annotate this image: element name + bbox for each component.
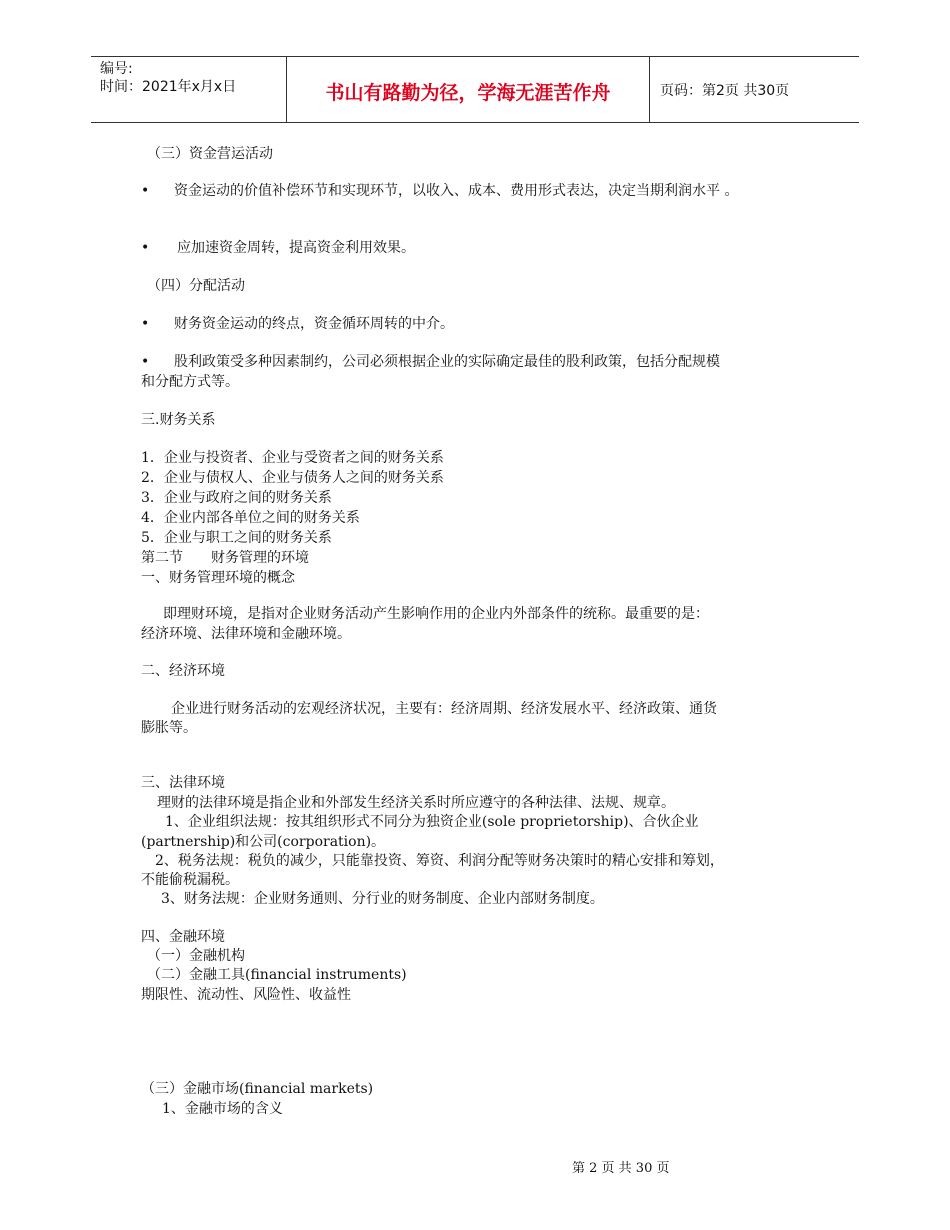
paragraph: 企业进行财务活动的宏观经济状况，主要有：经济周期、经济发展水平、经济政策、通货 xyxy=(171,701,717,717)
subsection-title: （一）金融机构 xyxy=(147,948,245,964)
paragraph: 不能偷税漏税。 xyxy=(141,872,239,888)
bullet-icon: • xyxy=(141,183,150,199)
env-concept-title: 一、财务管理环境的概念 xyxy=(141,570,295,586)
header-page-info: 页码：第2页 共30页 xyxy=(660,83,790,99)
section-financial-relations-title: 三.财务关系 xyxy=(141,412,216,428)
document-time-label: 时间：2021年x月x日 xyxy=(100,79,237,95)
page-footer: 第 2 页 共 30 页 xyxy=(572,1161,670,1176)
paragraph: 1、企业组织法规：按其组织形式不同分为独资企业(sole proprietorship)、合伙企业 xyxy=(165,814,699,830)
econ-env-title: 二、经济环境 xyxy=(141,663,225,679)
paragraph: 2、税务法规：税负的减少，只能靠投资、筹资、利润分配等财务决策时的精心安排和筹划， xyxy=(155,853,724,869)
header-top-rule xyxy=(91,56,859,57)
paragraph: 期限性、流动性、风险性、收益性 xyxy=(141,987,351,1003)
header-meta xyxy=(100,60,236,96)
finance-env-title: 四、金融环境 xyxy=(141,929,225,945)
chapter-section-title: 第二节 财务管理的环境 xyxy=(141,550,309,566)
document-number-label: 编号: xyxy=(100,61,133,77)
subsection-title: （三）金融市场(financial markets) xyxy=(141,1081,374,1097)
paragraph: 和分配方式等。 xyxy=(141,374,239,390)
paragraph: 1、金融市场的含义 xyxy=(162,1101,283,1117)
section-fund-operation-title: （三）资金营运活动 xyxy=(147,146,273,162)
subsection-title: （二）金融工具(financial instruments) xyxy=(147,967,407,983)
bullet-icon: • xyxy=(141,240,150,256)
paragraph: 股利政策受多种因素制约，公司必须根据企业的实际确定最佳的股利政策，包括分配规模 xyxy=(174,354,720,370)
law-env-title: 三、法律环境 xyxy=(141,775,225,791)
list-item: 5．企业与职工之间的财务关系 xyxy=(141,530,332,546)
list-item: 1．企业与投资者、企业与受资者之间的财务关系 xyxy=(141,450,444,466)
bullet-icon: • xyxy=(141,354,150,370)
paragraph: 财务资金运动的终点，资金循环周转的中介。 xyxy=(174,316,454,332)
list-item: 4．企业内部各单位之间的财务关系 xyxy=(141,510,360,526)
header-divider-right xyxy=(649,56,650,122)
list-item: 2．企业与债权人、企业与债务人之间的财务关系 xyxy=(141,470,444,486)
paragraph: (partnership)和公司(corporation)。 xyxy=(141,834,386,850)
paragraph: 即理财环境，是指对企业财务活动产生影响作用的企业内外部条件的统称。最重要的是： xyxy=(163,606,709,622)
paragraph: 3、财务法规：企业财务通则、分行业的财务制度、企业内部财务制度。 xyxy=(161,891,604,907)
paragraph: 膨胀等。 xyxy=(141,720,197,736)
paragraph: 理财的法律环境是指企业和外部发生经济关系时所应遵守的各种法律、法规、规章。 xyxy=(157,795,675,811)
list-item: 3．企业与政府之间的财务关系 xyxy=(141,490,332,506)
section-distribution-title: （四）分配活动 xyxy=(147,278,245,294)
paragraph: 资金运动的价值补偿环节和实现环节，以收入、成本、费用形式表达，决定当期利润水平 。 xyxy=(174,183,739,199)
header-motto: 书山有路勤为径，学海无涯苦作舟 xyxy=(325,82,611,104)
header-bottom-rule xyxy=(91,122,859,123)
bullet-icon: • xyxy=(141,316,150,332)
paragraph: 应加速资金周转，提高资金利用效果。 xyxy=(177,240,415,256)
paragraph: 经济环境、法律环境和金融环境。 xyxy=(141,626,351,642)
